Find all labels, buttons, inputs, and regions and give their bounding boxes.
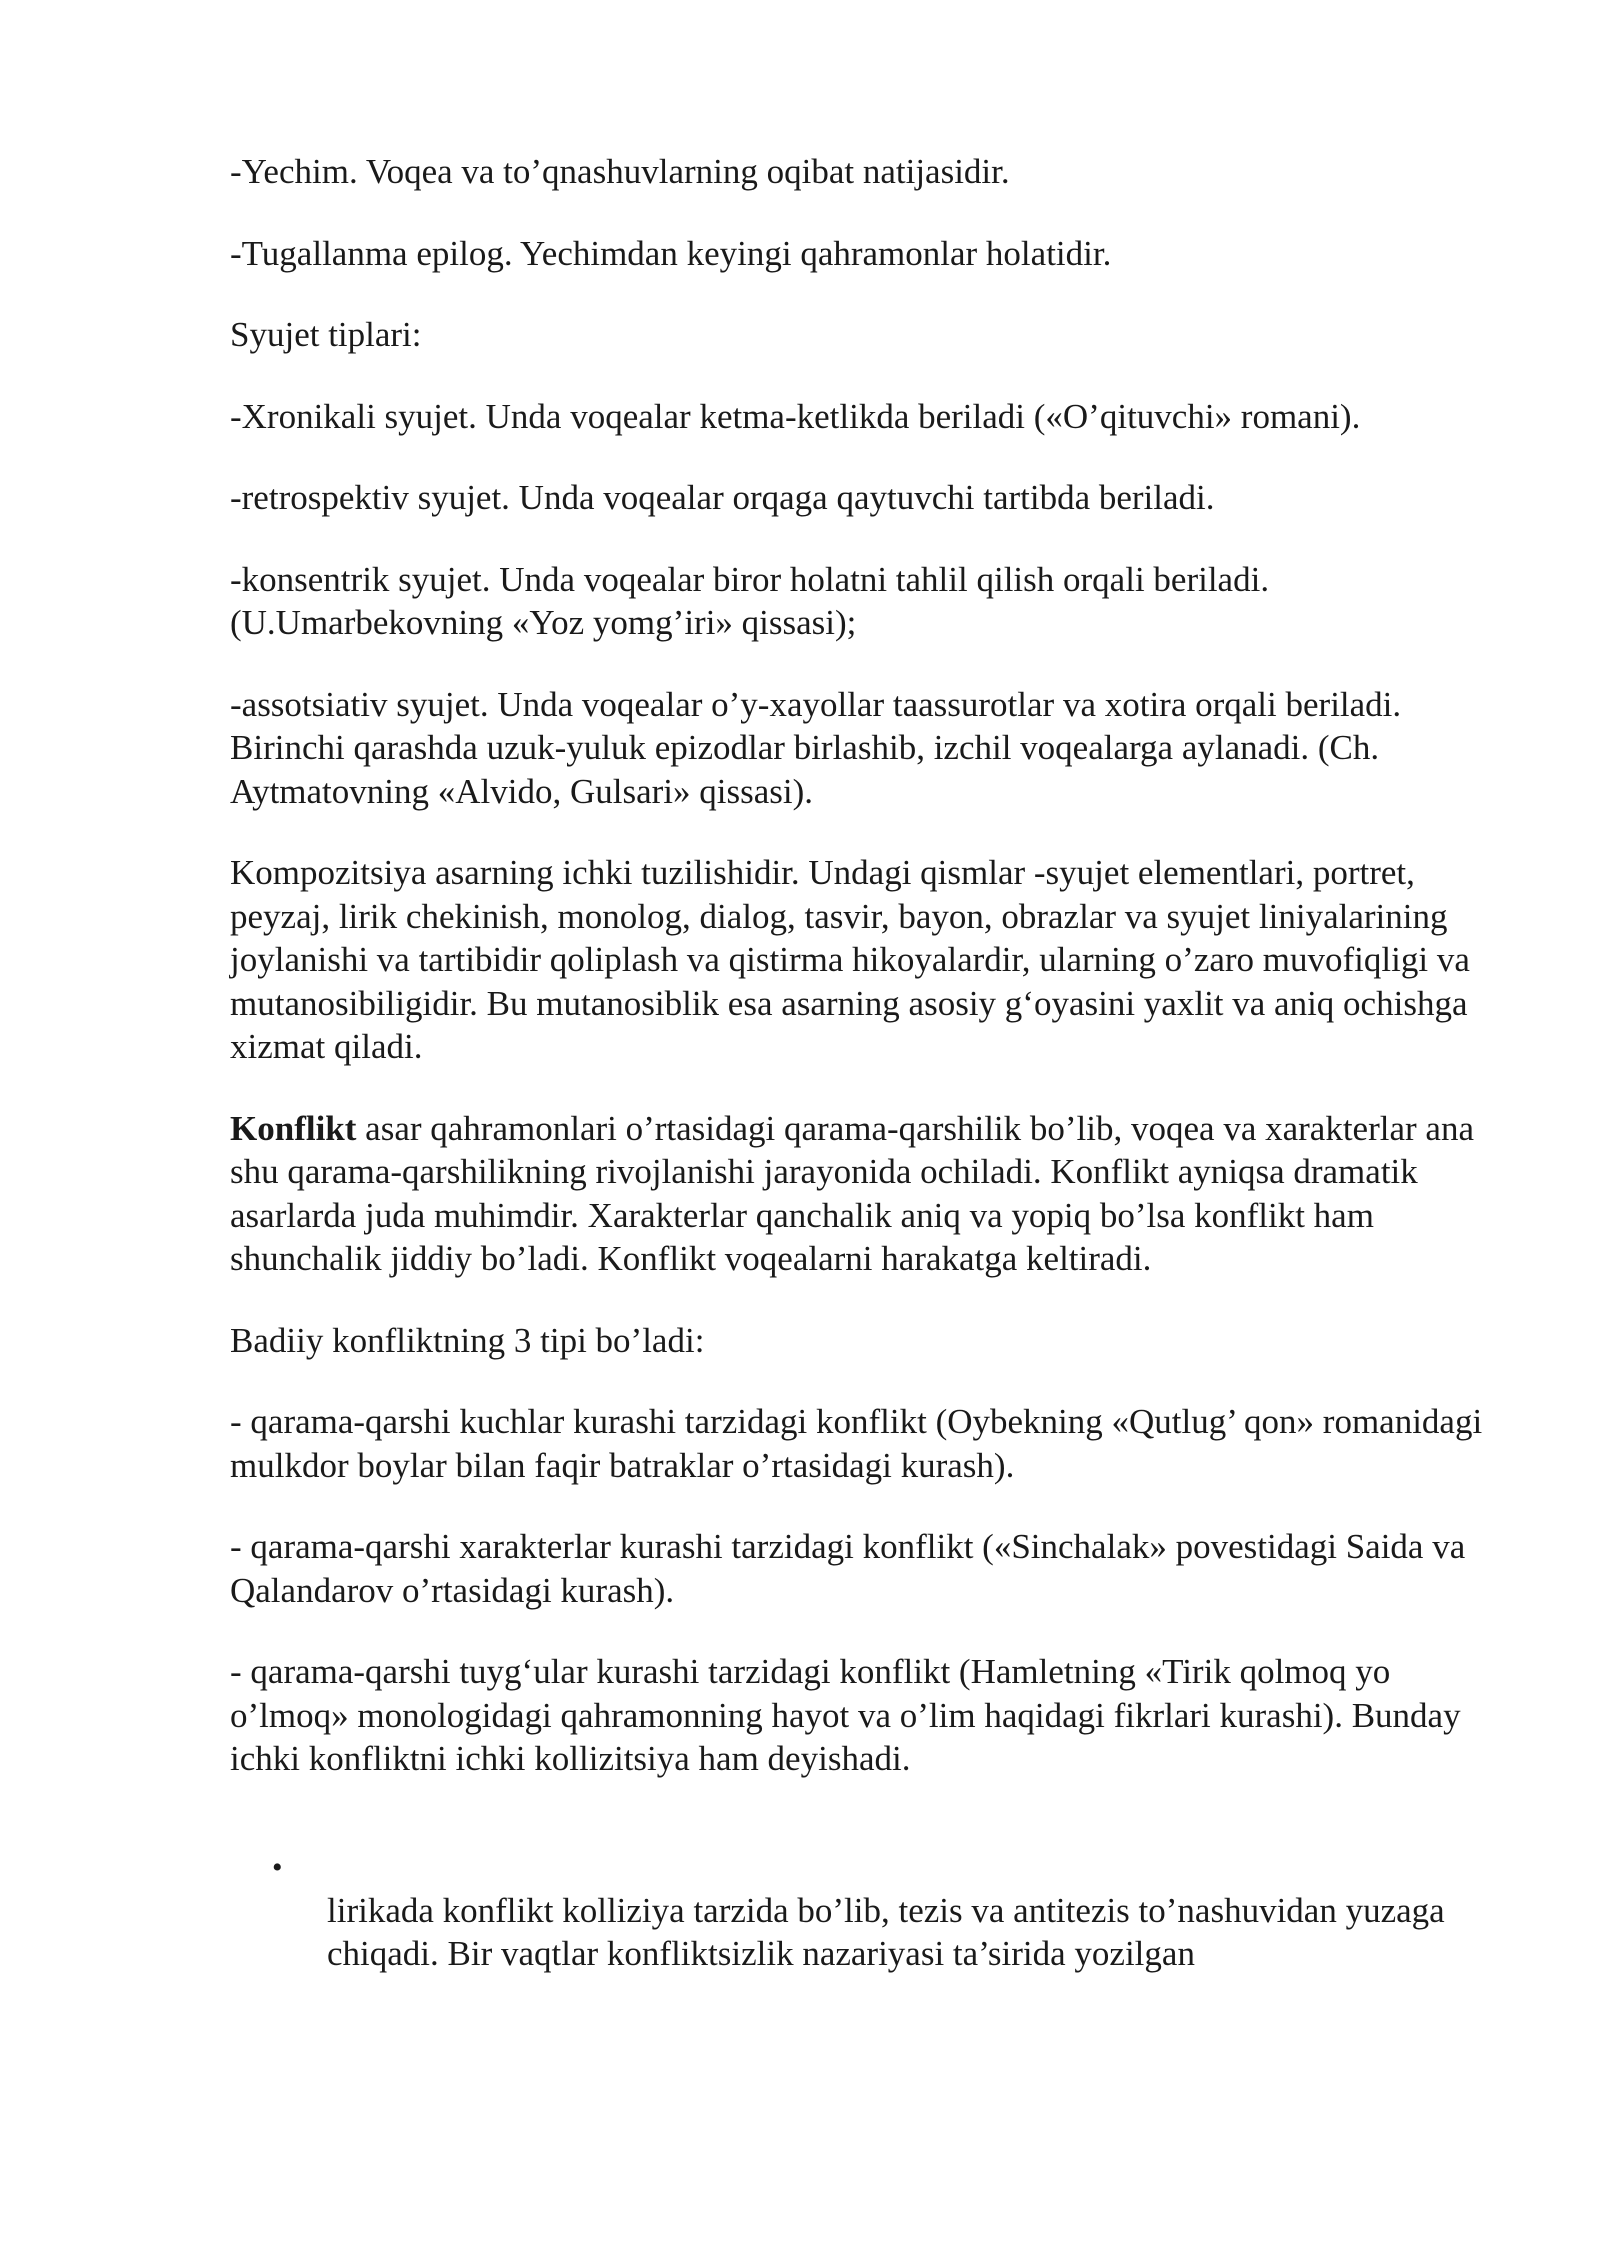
- paragraph-yechim: -Yechim. Voqea va to’qnashuvlarning oqibat natijasidir.: [230, 152, 1010, 191]
- document-page: [230, 150, 1500, 1976]
- bullet-marker: •: [272, 1850, 283, 1884]
- paragraph-konflikt: [230, 1107, 1500, 1281]
- bullet-text-lirikada: lirikada konflikt kolliziya tarzida bo’lib, tezis va antitezis to’nashuvidan yuzaga chiqadi. Bir vaqtlar konfliktsizlik nazariyasi ta’sirida yozilgan: [327, 1890, 1445, 1973]
- paragraph-xronikali: -Xronikali syujet. Unda voqealar ketma-ketlikda beriladi («O’qituvchi» romani).: [230, 396, 1361, 436]
- paragraph-assotsiativ: -assotsiativ syujet. Unda voqealar o’y-xayollar taassurotlar va xotira orqali beriladi. Birinchi qarashda uzuk-yuluk epizodlar birlashib, izchil voqealarga aylanadi. (Ch. Aytmatovning «Alvido, Gulsari» qissasi).: [230, 684, 1402, 811]
- paragraph-kompozitsiya: Kompozitsiya asarning ichki tuzilishidir. Undagi qismlar -syujet elementlari, portret, peyzaj, lirik chekinish, monolog, dialog, tasvir, bayon, obrazlar va syujet liniyalarining joylanishi va tartibidir qoliplash va qistirma hikoyalardir, ularning o’zaro muvofiqligi va mutanosibiligidir. Bu mutanosiblik esa asarning asosiy g‘oyasini yaxlit va aniq ochishga xizmat qiladi.: [230, 853, 1470, 1066]
- paragraph-xarakterlar-kurashi: - qarama-qarshi xarakterlar kurashi tarzidagi konflikt («Sinchalak» povestidagi Saida va Qalandarov o’rtasidagi kurash).: [230, 1527, 1466, 1610]
- paragraph-syujet-tiplari: Syujet tiplari:: [230, 315, 422, 354]
- konflikt-definition: asar qahramonlari o’rtasidagi qarama-qarshilik bo’lib, voqea va xarakterlar ana shu qarama-qarshilikning rivojlanishi jarayonida ochiladi. Konflikt ayniqsa dramatik asarlarda juda muhimdir. Xarakterlar qanchalik aniq va yopiq bo’lsa konflikt ham shunchalik jiddiy bo’ladi. Konflikt voqealarni harakatga keltiradi.: [230, 1108, 1474, 1278]
- paragraph-tuygular-kurashi: - qarama-qarshi tuyg‘ular kurashi tarzidagi konflikt (Hamletning «Tirik qolmoq yo o’lmoq» monologidagi qahramonning hayot va o’lim haqidagi fikrlari kurashi). Bunday ichki konfliktni ichki kollizitsiya ham deyishadi.: [230, 1652, 1461, 1778]
- paragraph-konsentrik: -konsentrik syujet. Unda voqealar biror holatni tahlil qilish orqali beriladi. (U.Umarbekovning «Yoz yomg’iri» qissasi);: [230, 559, 1270, 642]
- paragraph-tugallanma: -Tugallanma epilog. Yechimdan keyingi qahramonlar holatidir.: [230, 233, 1112, 273]
- list-item: [230, 1846, 1500, 1976]
- konflikt-term: Konflikt: [230, 1108, 357, 1148]
- paragraph-retrospektiv: -retrospektiv syujet. Unda voqealar orqaga qaytuvchi tartibda beriladi.: [230, 478, 1215, 517]
- bullet-list: [230, 1846, 1500, 1976]
- paragraph-badiiy-konflikt: Badiiy konfliktning 3 tipi bo’ladi:: [230, 1320, 705, 1360]
- paragraph-kuchlar-kurashi: - qarama-qarshi kuchlar kurashi tarzidagi konflikt (Oybekning «Qutlug’ qon» romanidagi mulkdor boylar bilan faqir batraklar o’rtasidagi kurash).: [230, 1402, 1483, 1485]
